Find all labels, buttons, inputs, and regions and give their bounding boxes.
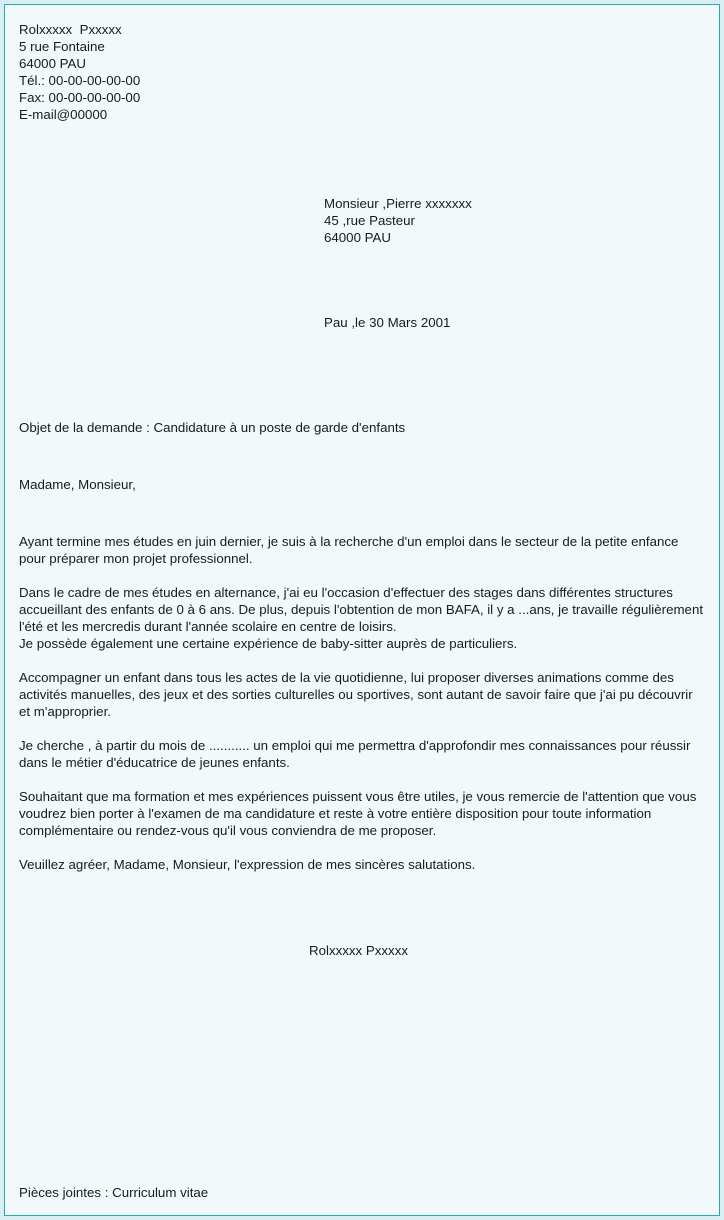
recipient-name: Monsieur ,Pierre xxxxxxx [324,196,472,211]
sender-email: E-mail@00000 [19,107,108,122]
sender-name: Rolxxxxx Pxxxxx [19,22,122,37]
recipient-street: 45 ,rue Pasteur [324,213,415,228]
sender-city: 64000 PAU [19,56,87,71]
letter-document [4,4,720,1216]
body-paragraph: Dans le cadre de mes études en alternance, j'ai eu l'occasion d'effectuer des stages dans différentes structures accueillant des enfants de 0 à 6 ans. De plus, depuis l'obtention de mon BAFA, il y a ...ans, je travaille régulièrement l'été et les mercredis durant l'année scolaire en centre de loisirs. [19,585,704,634]
body-paragraph: Ayant termine mes études en juin dernier, je suis à la recherche d'un emploi dans le secteur de la petite enfance pour préparer mon projet professionnel. [19,534,679,566]
signature: Rolxxxxx Pxxxxx [309,943,408,958]
place-date-block [324,314,705,331]
body-paragraph: Accompagner un enfant dans tous les actes de la vie quotidienne, lui proposer diverses animations comme des activités manuelles, des jeux et des sorties culturelles ou sportives, sont autant de savoir faire que j'ai pu découvrir et m'approprier. [19,670,693,719]
attachments-line: Pièces jointes : Curriculum vitae [19,1185,209,1200]
spacer-after-salutation [19,493,705,533]
sender-address-block [19,21,705,123]
spacer-after-sender [19,123,705,195]
recipient-city: 64000 PAU [324,230,392,245]
body-paragraph: Je cherche , à partir du mois de ........... un emploi qui me permettra d'approfondir mes connaissances pour réussir dans le métier d'éducatrice de jeunes enfants. [19,738,691,770]
sender-street: 5 rue Fontaine [19,39,105,54]
body-paragraph: Souhaitant que ma formation et mes expériences puissent vous être utiles, je vous remercie de l'attention que vous voudrez bien porter à l'examen de ma candidature et reste à votre entière disposition pour toute information complémentaire ou rendez-vous qu'il vous conviendra de me proposer. [19,789,697,838]
closing-formula: Veuillez agréer, Madame, Monsieur, l'expression de mes sincères salutations. [19,857,476,872]
body-paragraph: Je possède également une certaine expérience de baby-sitter auprès de particuliers. [19,636,518,651]
place-date: Pau ,le 30 Mars 2001 [324,315,451,330]
sender-phone: Tél.: 00-00-00-00-00 [19,73,141,88]
spacer-before-signature [19,890,705,942]
recipient-address-block [324,195,705,246]
spacer-after-date [19,331,705,419]
spacer-after-recipient [19,246,705,314]
sender-fax: Fax: 00-00-00-00-00 [19,90,141,105]
spacer-after-subject [19,436,705,476]
subject-line: Objet de la demande : Candidature à un poste de garde d'enfants [19,420,406,435]
salutation: Madame, Monsieur, [19,477,136,492]
